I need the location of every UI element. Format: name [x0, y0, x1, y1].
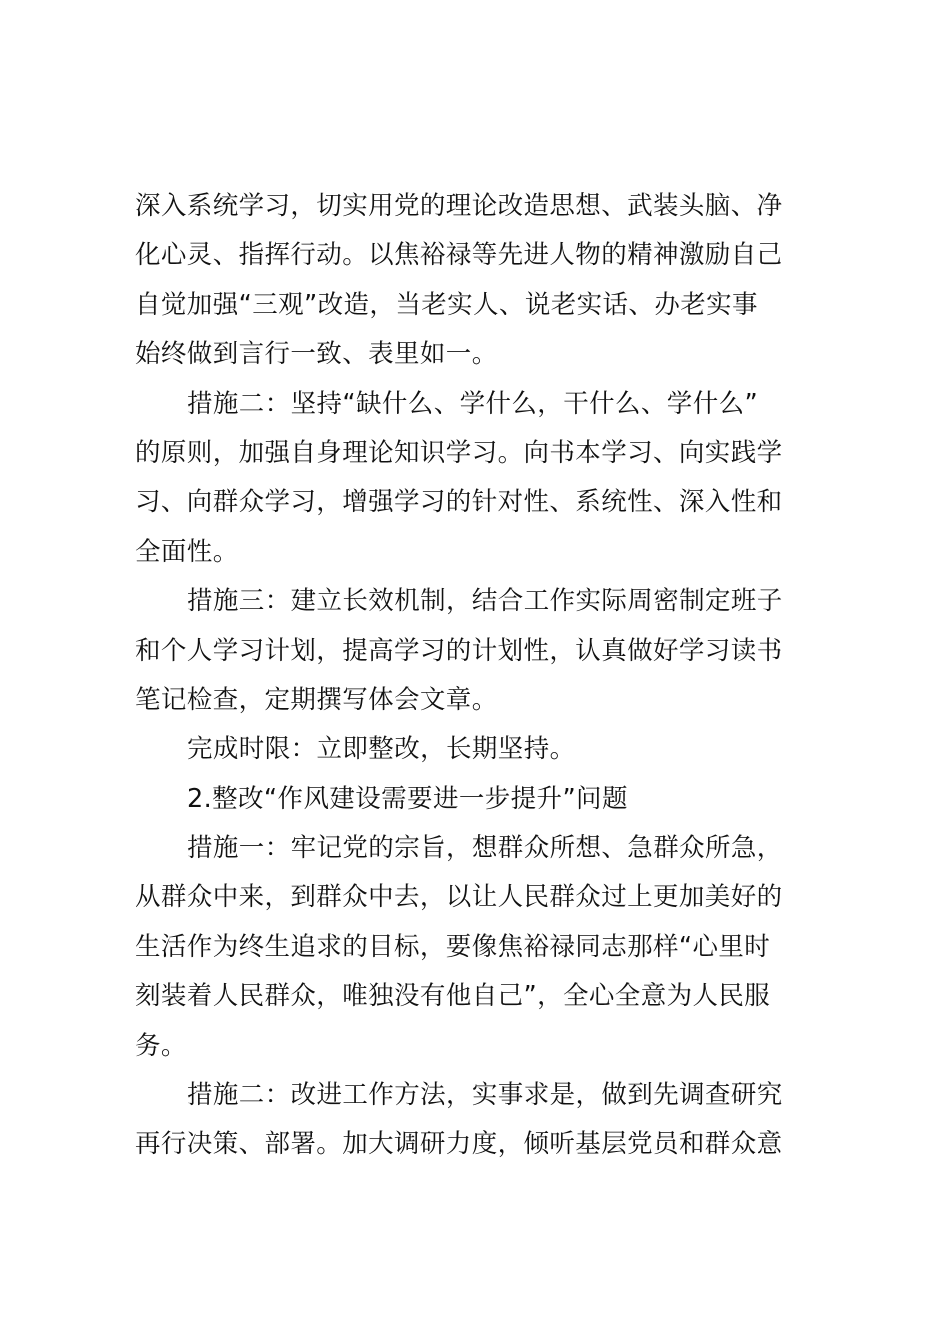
text-line: 刻装着人民群众，唯独没有他自己”，全心全意为人民服	[135, 981, 771, 1012]
paragraph-first-line: 措施一：牢记党的宗旨，想群众所想、急群众所急，	[187, 833, 783, 864]
text-line: 化心灵、指挥行动。以焦裕禄等先进人物的精神激励自己	[135, 240, 783, 271]
text-line: 深入系统学习，切实用党的理论改造思想、武装头脑、净	[135, 191, 783, 221]
text-line: 笔记检查，定期撰写体会文章。	[135, 684, 498, 715]
text-line: 务。	[135, 1030, 187, 1061]
text-line: 全面性。	[135, 536, 239, 567]
text-line: 再行决策、部署。加大调研力度，倾听基层党员和群众意	[135, 1129, 783, 1160]
paragraph-first-line: 措施二：改进工作方法，实事求是，做到先调查研究	[187, 1080, 783, 1111]
deadline-line: 完成时限：立即整改，长期坚持。	[187, 734, 576, 765]
paragraph-first-line: 措施三：建立长效机制，结合工作实际周密制定班子	[187, 586, 783, 617]
text-line: 生活作为终生追求的目标，要像焦裕禄同志那样“心里时	[135, 931, 771, 962]
text-line: 从群众中来，到群众中去，以让人民群众过上更加美好的	[135, 882, 783, 913]
text-line: 始终做到言行一致、表里如一。	[135, 339, 498, 370]
text-line: 习、向群众学习，增强学习的针对性、系统性、深入性和	[135, 487, 783, 518]
section-heading: 2.整改“作风建设需要进一步提升”问题	[187, 783, 628, 814]
text-line: 的原则，加强自身理论知识学习。向书本学习、向实践学	[135, 437, 783, 468]
document-body	[135, 182, 835, 1170]
text-line: 自觉加强“三观”改造，当老实人、说老实话、办老实事	[135, 289, 758, 320]
text-line: 和个人学习计划，提高学习的计划性，认真做好学习读书	[135, 635, 783, 666]
paragraph-first-line: 措施二：坚持“缺什么、学什么，干什么、学什么”	[187, 388, 759, 419]
